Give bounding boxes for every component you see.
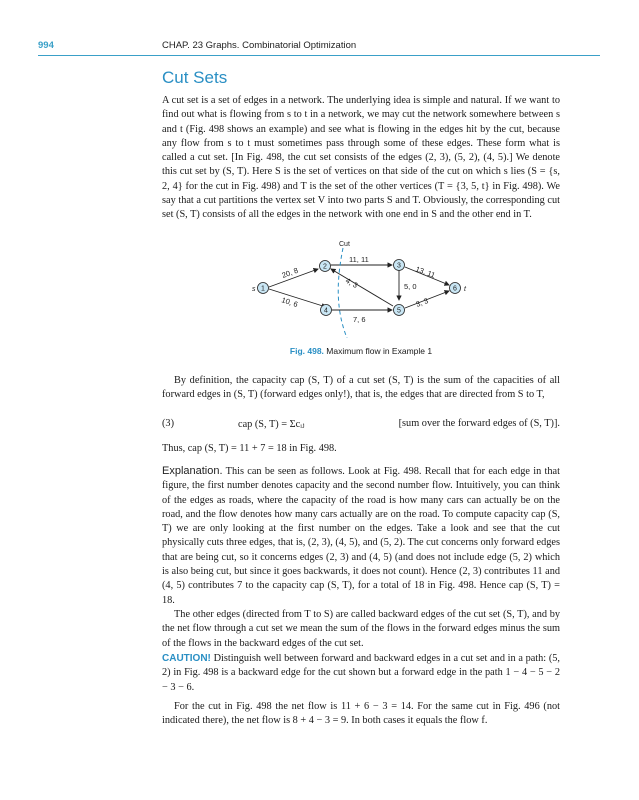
page-number: 994 bbox=[38, 40, 54, 51]
equation-3 bbox=[162, 418, 560, 432]
explanation-label: Explanation. bbox=[162, 465, 223, 477]
equation-note: [sum over the forward edges of (S, T)]. bbox=[398, 418, 560, 429]
section-title: Cut Sets bbox=[162, 68, 228, 87]
node-2 bbox=[320, 261, 331, 272]
paragraph-caution: CAUTION! Distinguish well between forward and backward edges in a cut set and in a path: (5, 2) in Fig. 498 is a backward edge for the cut shown but a forward edge in the path 1 − 4 − 5 − 2 − 3 − 6. bbox=[162, 653, 561, 693]
node-5 bbox=[394, 305, 405, 316]
chapter-title: CHAP. 23 Graphs. Combinatorial Optimization bbox=[162, 40, 357, 51]
node-1 bbox=[252, 283, 269, 294]
figure-number: Fig. 498. bbox=[289, 346, 324, 356]
svg-text:4: 4 bbox=[324, 307, 328, 315]
paragraph-backward-edges: The other edges (directed from T to S) are called backward edges of the cut set (S, T), and by the net flow through a cut set we mean the sum of the flows in the forward edges minus the sum of the flows in the backward edges of the cut set. bbox=[162, 608, 560, 649]
paragraph-capacity-example: Thus, cap (S, T) = 11 + 7 = 18 in Fig. 498. bbox=[162, 443, 337, 454]
figure-caption bbox=[162, 346, 560, 356]
running-header bbox=[0, 40, 639, 54]
paragraph-capacity-definition: By definition, the capacity cap (S, T) of a cut set (S, T) is the sum of the capacities of all forward edges in (S, T) (forward edges only!), that is, the edges that are directed from S to T, bbox=[162, 375, 560, 401]
edge-5-2 bbox=[331, 269, 393, 306]
sink-label: t bbox=[464, 286, 466, 293]
svg-text:1: 1 bbox=[261, 285, 265, 293]
equation-number: (3) bbox=[162, 418, 175, 429]
equation-formula: cap (S, T) = Σcᵢⱼ bbox=[238, 419, 305, 430]
edge-label-1-4: 10, 6 bbox=[280, 295, 300, 310]
svg-text:5: 5 bbox=[397, 307, 401, 315]
edge-label-1-2: 20, 8 bbox=[280, 265, 300, 280]
edge-label-5-6: 3, 3 bbox=[414, 296, 430, 309]
cut-label: Cut bbox=[339, 241, 350, 248]
network-figure bbox=[245, 238, 485, 338]
edge-label-3-5: 5, 0 bbox=[404, 282, 417, 291]
header-rule bbox=[38, 55, 600, 56]
edge-label-3-6: 13, 11 bbox=[414, 264, 437, 280]
cut-line bbox=[338, 248, 347, 338]
node-3 bbox=[394, 260, 405, 271]
edge-label-5-2: 4, 3 bbox=[344, 275, 360, 290]
paragraph-explanation: Explanation. This can be seen as follows. Look at Fig. 498. Recall that for each edge in that figure, the first number denotes capacity and the second number flow. Intuitively, you can think of the edges as roads, where the capacity of the road is how many cars can actually be on the road, and the flow denotes how many cars actually are on the road. To compute capacity cap (S, T) we are only looking at the first number on the edges. Take a look and see that the cut physically cuts three edges, that is, (2, 3), (4, 5), and (5, 2). The cut concerns only forward edges that are being cut, so it concerns edges (2, 3) and (4, 5) (and does not include edge (5, 2) which is also being cut, but since it goes backwards, it does not count). Hence (2, 3) contributes 11 and (4, 5) contributes 7 to the capacity cap (S, T), for a total of 18 in Fig. 498. Hence cap (S, T) = 18. The other edges (directed from T to S) are called backward edges of the cut set (S, T), and by the net flow through a cut set we mean the sum of the flows in the forward edges minus the sum of the flows in the backward edges of the cut set. bbox=[162, 464, 560, 651]
paragraph-net-flow: For the cut in Fig. 498 the net flow is 11 + 6 − 3 = 14. For the same cut in Fig. 496 (not indicated there), the net flow is 8 + 4 − 3 = 9. In both cases it equals the flow f. bbox=[162, 701, 560, 727]
svg-text:2: 2 bbox=[323, 263, 327, 271]
figure-caption-text: Maximum flow in Example 1 bbox=[326, 346, 433, 356]
svg-text:6: 6 bbox=[453, 285, 457, 293]
source-label: s bbox=[252, 286, 256, 293]
caution-label: CAUTION! bbox=[162, 653, 211, 664]
node-4 bbox=[321, 305, 332, 316]
edge-label-4-5: 7, 6 bbox=[353, 315, 366, 324]
edge-label-2-3: 11, 11 bbox=[349, 255, 369, 264]
svg-text:3: 3 bbox=[397, 262, 401, 270]
paragraph-cut-set-definition: A cut set is a set of edges in a network. The underlying idea is simple and natural. If we want to find out what is flowing from s to t in a network, we may cut the network somewhere between s and t (Fig. 498 shows an example) and see what is flowing in the edges hit by the cut, because any flow from s to t must sometimes pass through some of these edges. These form what is called a cut set. [In Fig. 498, the cut set consists of the edges (2, 3), (5, 2), (4, 5).] We denote this cut set by (S, T). Here S is the set of vertices on that side of the cut on which s lies (S = {s, 2, 4} for the cut in Fig. 498) and T is the set of the other vertices (T = {3, 5, t} in Fig. 498). We say that a cut partitions the vertex set V into two parts S and T. Obviously, the corresponding cut set (S, T) consists of all the edges in the network with one end in S and the other end in T. bbox=[162, 95, 560, 221]
node-6 bbox=[450, 283, 468, 294]
